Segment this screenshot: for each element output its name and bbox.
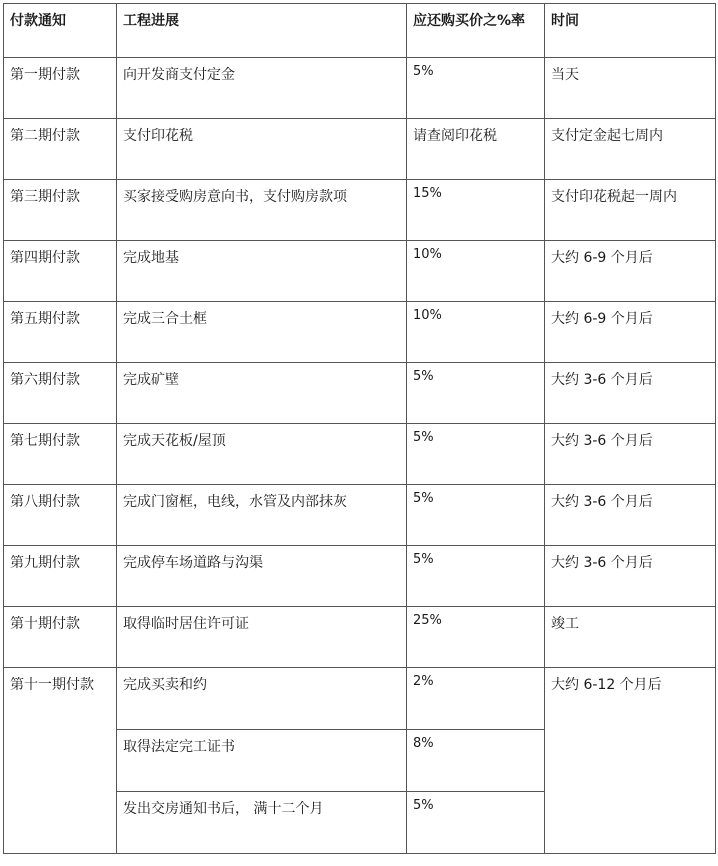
time-cell: 大约 6-12 个月后 xyxy=(545,668,716,854)
period-cell: 第五期付款 xyxy=(4,302,117,363)
period-cell: 第八期付款 xyxy=(4,485,117,546)
progress-cell: 发出交房通知书后， 满十二个月 xyxy=(117,792,407,854)
header-progress: 工程进展 xyxy=(117,4,407,58)
table-row xyxy=(4,607,716,668)
table-row xyxy=(4,241,716,302)
table-row xyxy=(4,119,716,180)
period-cell: 第二期付款 xyxy=(4,119,117,180)
time-cell: 当天 xyxy=(545,58,716,119)
time-cell: 竣工 xyxy=(545,607,716,668)
rate-cell: 2% xyxy=(407,668,545,730)
period-cell: 第九期付款 xyxy=(4,546,117,607)
progress-cell: 向开发商支付定金 xyxy=(117,58,407,119)
rate-cell: 5% xyxy=(407,546,545,607)
table-row xyxy=(4,58,716,119)
time-cell: 大约 3-6 个月后 xyxy=(545,363,716,424)
table-row xyxy=(4,424,716,485)
header-notice: 付款通知 xyxy=(4,4,117,58)
progress-cell: 完成停车场道路与沟渠 xyxy=(117,546,407,607)
table-row xyxy=(4,302,716,363)
header-row xyxy=(4,4,716,58)
period-cell: 第三期付款 xyxy=(4,180,117,241)
time-cell: 大约 3-6 个月后 xyxy=(545,546,716,607)
rate-cell: 25% xyxy=(407,607,545,668)
period-cell: 第七期付款 xyxy=(4,424,117,485)
progress-cell: 完成三合土框 xyxy=(117,302,407,363)
table-row xyxy=(4,546,716,607)
period-cell: 第十期付款 xyxy=(4,607,117,668)
progress-cell: 完成天花板/屋顶 xyxy=(117,424,407,485)
table-row xyxy=(4,485,716,546)
header-rate: 应还购买价之%率 xyxy=(407,4,545,58)
time-cell: 支付印花税起一周内 xyxy=(545,180,716,241)
table-row xyxy=(4,363,716,424)
period-cell: 第四期付款 xyxy=(4,241,117,302)
time-cell: 大约 6-9 个月后 xyxy=(545,241,716,302)
progress-cell: 取得临时居住许可证 xyxy=(117,607,407,668)
period-cell: 第六期付款 xyxy=(4,363,117,424)
progress-cell: 完成地基 xyxy=(117,241,407,302)
time-cell: 大约 6-9 个月后 xyxy=(545,302,716,363)
rate-cell: 10% xyxy=(407,302,545,363)
rate-cell: 5% xyxy=(407,792,545,854)
progress-cell: 支付印花税 xyxy=(117,119,407,180)
rate-cell: 5% xyxy=(407,363,545,424)
time-cell: 支付定金起七周内 xyxy=(545,119,716,180)
header-time: 时间 xyxy=(545,4,716,58)
rate-cell: 8% xyxy=(407,730,545,792)
time-cell: 大约 3-6 个月后 xyxy=(545,424,716,485)
progress-cell: 完成门窗框，电线，水管及内部抹灰 xyxy=(117,485,407,546)
progress-cell: 买家接受购房意向书，支付购房款项 xyxy=(117,180,407,241)
rate-cell: 15% xyxy=(407,180,545,241)
progress-cell: 取得法定完工证书 xyxy=(117,730,407,792)
rate-cell: 5% xyxy=(407,485,545,546)
rate-cell: 请查阅印花税 xyxy=(407,119,545,180)
payment-schedule-table xyxy=(3,3,716,854)
period-cell: 第一期付款 xyxy=(4,58,117,119)
rate-cell: 5% xyxy=(407,424,545,485)
progress-cell: 完成买卖和约 xyxy=(117,668,407,730)
progress-cell: 完成矿壁 xyxy=(117,363,407,424)
rate-cell: 10% xyxy=(407,241,545,302)
period-cell: 第十一期付款 xyxy=(4,668,117,854)
table-row xyxy=(4,668,716,730)
time-cell: 大约 3-6 个月后 xyxy=(545,485,716,546)
table-row xyxy=(4,180,716,241)
rate-cell: 5% xyxy=(407,58,545,119)
